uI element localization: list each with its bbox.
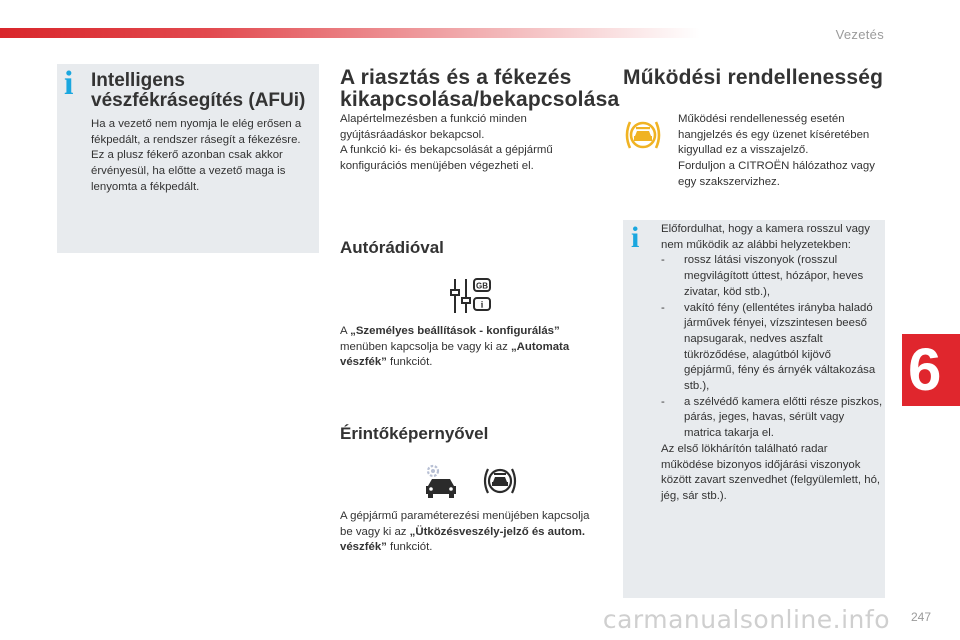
info-icon: i: [631, 221, 640, 254]
camera-info-bullet: [661, 253, 883, 300]
settings-sliders-icon: [449, 276, 495, 316]
info-icon: i: [64, 65, 74, 102]
camera-info-intro: Előfordulhat, hogy a kamera rosszul vagy nem működik az alábbi helyzetekben:: [661, 223, 870, 251]
collision-alert-icon: [481, 463, 519, 499]
section-title: Vezetés: [835, 27, 884, 42]
watermark-site: carmanualsonline.info: [602, 605, 890, 634]
radio-icon-gb-label: GB: [476, 281, 488, 291]
radio-text-mid: menüben kapcsolja be vagy ki az: [340, 340, 511, 353]
header-color-bar: [0, 28, 700, 38]
bullet-dash: -: [661, 254, 665, 267]
radio-menu-name: „Személyes beállítások - konfigurálás”: [350, 325, 560, 337]
malfunction-title: Működési rendellenesség: [623, 66, 884, 89]
touchscreen-subtitle: Érintőképernyővel: [340, 424, 489, 443]
touchscreen-instructions: [340, 509, 592, 556]
alarm-text: Alapértelmezésben a funkció minden gyújtásráadáskor bekapcsol. A funkció ki- és bekapcsolását a gépjármű konfigurációs menüjében végezheti el.: [340, 113, 553, 173]
camera-info-content: [661, 222, 883, 505]
camera-info-bullet: [661, 301, 883, 395]
afui-text: Ha a vezető nem nyomja le elég erősen a fékpedált, a rendszer rásegít a fékezésre. Ez a plusz fékerő azonban csak akkor érvényesül, ha előtte a vezető maga is lenyomta a fékpedált.: [91, 118, 302, 193]
bullet-dash: -: [661, 395, 665, 408]
chapter-tab: [902, 334, 960, 406]
bullet-text: vakító fény (ellentétes irányba haladó járművek fényei, vízszintesen beeső napsugarak, nedves aszfalt tükröződése, alagútból kijövő gépjármű, fény és árnyék váltakozása stb.),: [684, 301, 876, 393]
touch-text-pre: A gépjármű paraméterezési menüjében kapcsolja be vagy ki az: [340, 510, 590, 538]
alarm-title: A riasztás és a fékezés kikapcsolása/bekapcsolása: [340, 66, 620, 111]
bullet-text: rossz látási viszonyok (rosszul megvilágított úttest, hózápor, heves zivatar, köd stb.),: [684, 254, 864, 298]
malfunction-text: Működési rendellenesség esetén hangjelzés és egy üzenet kíséretében kigyullad ez a visszajelző. Forduljon a CITROËN hálózathoz vagy egy szakszervizhez.: [678, 113, 875, 188]
radio-text-post: funkciót.: [386, 356, 433, 369]
collision-warning-lamp-icon: [623, 116, 663, 154]
bullet-text: a szélvédő kamera előtti része piszkos, párás, jeges, havas, sérült vagy matrica takarja el.: [684, 395, 883, 440]
camera-info-outro: Az első lökhárítón található radar működése bizonyos időjárási viszonyok között zavart szenvedhet (felgyülemlett, hó, jég, sár stb.).: [661, 442, 881, 502]
radio-text-pre: A: [340, 325, 351, 337]
page-number: 247: [911, 610, 932, 624]
radio-function-name: „Automata vészfék”: [340, 340, 570, 369]
touch-text-post: funkciót.: [386, 541, 433, 554]
radio-subtitle: Autórádióval: [340, 238, 444, 257]
camera-info-bullet: [661, 395, 883, 442]
radio-instructions: [340, 324, 596, 371]
chapter-number: 6: [908, 336, 942, 403]
afui-title: Intelligens vészfékrásegítés (AFUi): [91, 70, 306, 111]
bullet-dash: -: [661, 301, 665, 314]
vehicle-settings-icon: [421, 462, 461, 500]
radio-icon-i-label: i: [480, 299, 484, 310]
touch-function-name: „Ütközésveszély-jelző és autom. vészfék”: [340, 525, 586, 554]
